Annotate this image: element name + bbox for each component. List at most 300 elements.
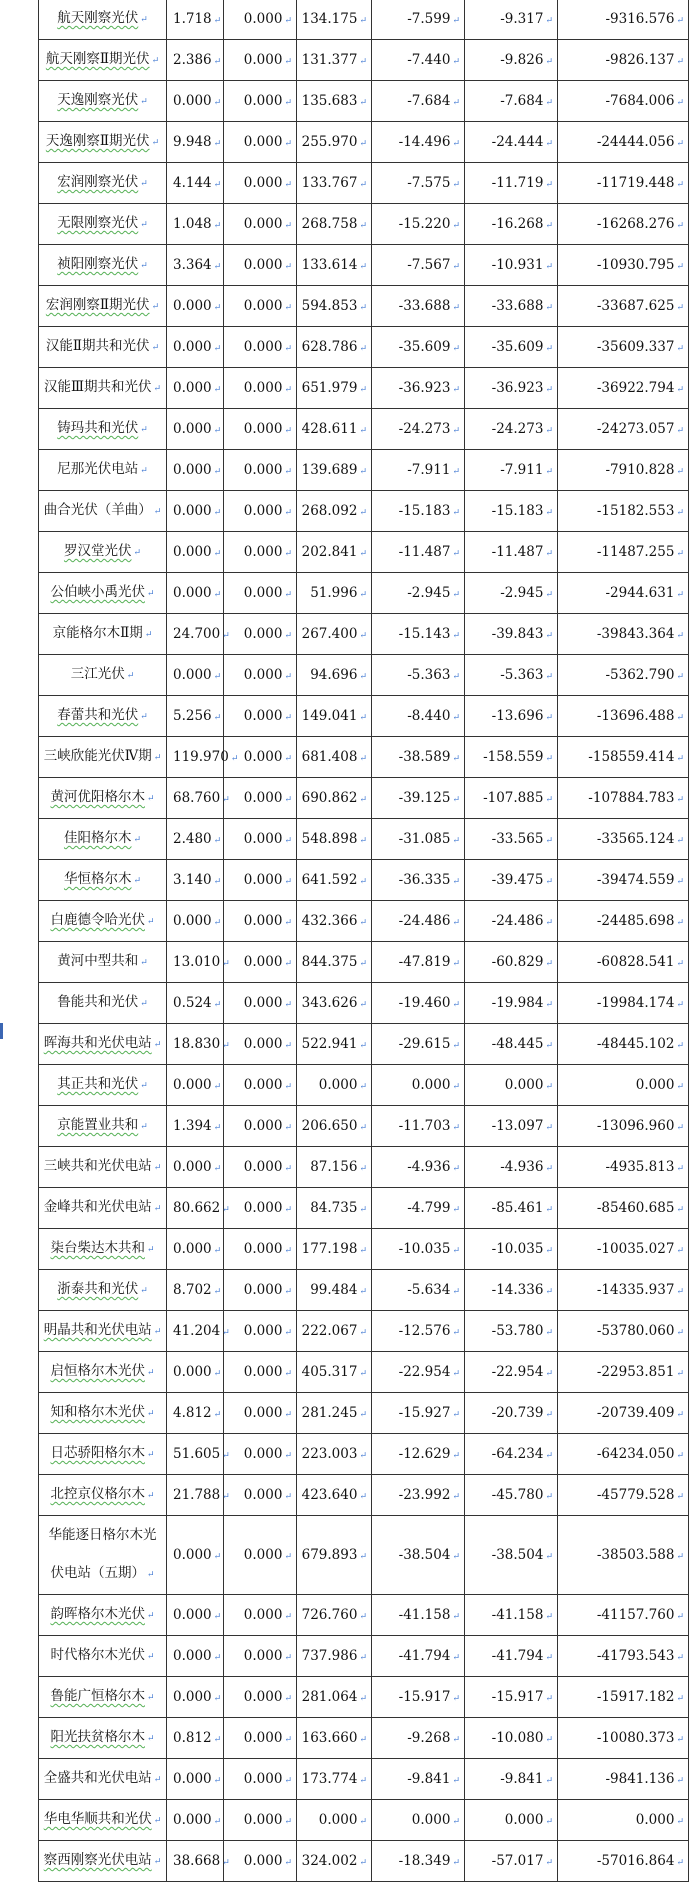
cell-value: -9.841 xyxy=(407,1771,451,1787)
paragraph-mark-icon: ↵ xyxy=(452,1410,460,1420)
paragraph-mark-icon: ↵ xyxy=(284,16,292,26)
cell-value: 24.700 xyxy=(173,626,221,642)
paragraph-mark-icon: ↵ xyxy=(284,262,292,272)
value-cell xyxy=(297,0,372,40)
cell-value: 0.000 xyxy=(173,544,212,560)
station-name-cell xyxy=(39,1393,167,1434)
station-name-cell xyxy=(39,573,167,614)
station-name: 天逸刚察Ⅱ期光伏 xyxy=(45,133,150,149)
paragraph-mark-icon: ↵ xyxy=(452,1041,460,1051)
value-cell xyxy=(558,163,689,204)
cell-value: 139.689 xyxy=(301,462,358,478)
paragraph-mark-icon: ↵ xyxy=(213,1735,222,1745)
cell-value: 223.003 xyxy=(301,1446,358,1462)
cell-value: 0.000 xyxy=(243,421,283,437)
paragraph-mark-icon: ↵ xyxy=(545,139,553,149)
paragraph-mark-icon: ↵ xyxy=(213,1694,222,1704)
station-name: 晖海共和光伏电站 xyxy=(43,1035,152,1051)
cell-value: -7.911 xyxy=(500,462,544,478)
cell-value: 0.812 xyxy=(173,1730,212,1746)
cell-value: -11.719 xyxy=(491,175,544,191)
cell-value: 432.366 xyxy=(301,913,358,929)
value-cell xyxy=(297,1841,372,1882)
station-name-cell xyxy=(39,1188,167,1229)
table-row xyxy=(39,737,689,778)
table-row xyxy=(39,491,689,532)
station-name-cell xyxy=(39,1759,167,1800)
value-cell xyxy=(167,1475,230,1516)
paragraph-mark-icon: ↵ xyxy=(153,384,162,394)
paragraph-mark-icon: ↵ xyxy=(545,1287,553,1297)
paragraph-mark-icon: ↵ xyxy=(284,57,292,67)
cell-value: 0.000 xyxy=(173,1812,212,1828)
paragraph-mark-icon: ↵ xyxy=(452,303,460,313)
paragraph-mark-icon: ↵ xyxy=(545,1328,553,1338)
value-cell xyxy=(224,40,297,81)
value-cell xyxy=(558,696,689,737)
paragraph-mark-icon: ↵ xyxy=(452,1612,460,1622)
cell-value: -39.475 xyxy=(491,872,544,888)
station-data-table xyxy=(38,0,689,1882)
paragraph-mark-icon: ↵ xyxy=(230,754,239,764)
cell-value: 0.000 xyxy=(411,1077,451,1093)
cell-value: 0.000 xyxy=(318,1077,358,1093)
cell-value: 0.000 xyxy=(173,1689,212,1705)
table-row xyxy=(39,1106,689,1147)
cell-value: 4.812 xyxy=(173,1405,212,1421)
value-cell xyxy=(558,0,689,40)
paragraph-mark-icon: ↵ xyxy=(676,590,684,600)
value-cell xyxy=(297,286,372,327)
paragraph-mark-icon: ↵ xyxy=(284,385,292,395)
cell-value: 68.760 xyxy=(173,790,221,806)
value-cell xyxy=(297,1065,372,1106)
value-cell xyxy=(465,204,558,245)
table-row xyxy=(39,450,689,491)
cell-value: -38503.588 xyxy=(596,1547,675,1563)
table-row xyxy=(39,1800,689,1841)
table-row xyxy=(39,983,689,1024)
station-name: 汉能Ⅲ期共和光伏 xyxy=(43,379,152,395)
value-cell xyxy=(224,1516,297,1595)
value-cell xyxy=(372,1718,465,1759)
paragraph-mark-icon: ↵ xyxy=(146,1570,155,1580)
paragraph-mark-icon: ↵ xyxy=(213,1653,222,1663)
value-cell xyxy=(224,655,297,696)
table-row xyxy=(39,1516,689,1595)
cell-value: -15.927 xyxy=(398,1405,451,1421)
value-cell xyxy=(558,1516,689,1595)
station-name: 鲁能广恒格尔木 xyxy=(50,1688,145,1704)
paragraph-mark-icon: ↵ xyxy=(676,1817,684,1827)
value-cell xyxy=(558,1393,689,1434)
paragraph-mark-icon: ↵ xyxy=(545,57,553,67)
station-name: 三峡共和光伏电站 xyxy=(43,1158,152,1174)
value-cell xyxy=(465,1270,558,1311)
cell-value: 41.204 xyxy=(173,1323,221,1339)
cell-value: 135.683 xyxy=(301,93,358,109)
cell-value: 681.408 xyxy=(301,749,358,765)
cell-value: 3.364 xyxy=(173,257,212,273)
cell-value: 0.000 xyxy=(243,749,283,765)
paragraph-mark-icon: ↵ xyxy=(452,1287,460,1297)
cell-value: -107884.783 xyxy=(588,790,675,806)
cell-value: 0.000 xyxy=(243,11,283,27)
value-cell xyxy=(297,860,372,901)
value-cell xyxy=(297,491,372,532)
cell-value: -7.567 xyxy=(407,257,451,273)
table-row xyxy=(39,860,689,901)
value-cell xyxy=(558,1352,689,1393)
cell-value: 0.000 xyxy=(243,708,283,724)
value-cell xyxy=(372,1759,465,1800)
cell-value: 131.377 xyxy=(301,52,358,68)
value-cell xyxy=(372,327,465,368)
paragraph-mark-icon: ↵ xyxy=(284,221,292,231)
table-row xyxy=(39,1188,689,1229)
paragraph-mark-icon: ↵ xyxy=(213,1369,222,1379)
table-row xyxy=(39,409,689,450)
cell-value: 0.000 xyxy=(243,1446,283,1462)
cell-value: -14.496 xyxy=(398,134,451,150)
value-cell xyxy=(558,1841,689,1882)
value-cell xyxy=(465,778,558,819)
value-cell xyxy=(558,1024,689,1065)
cell-value: -33565.124 xyxy=(596,831,675,847)
cell-value: -31.085 xyxy=(398,831,451,847)
paragraph-mark-icon: ↵ xyxy=(153,1204,162,1214)
value-cell xyxy=(465,696,558,737)
value-cell xyxy=(297,245,372,286)
cell-value: 594.853 xyxy=(301,298,358,314)
cell-value: 163.660 xyxy=(301,1730,358,1746)
paragraph-mark-icon: ↵ xyxy=(452,98,460,108)
value-cell xyxy=(372,1065,465,1106)
paragraph-mark-icon: ↵ xyxy=(213,508,222,518)
cell-value: 726.760 xyxy=(301,1607,358,1623)
value-cell xyxy=(297,1106,372,1147)
cell-value: 343.626 xyxy=(301,995,358,1011)
cell-value: -13.696 xyxy=(491,708,544,724)
paragraph-mark-icon: ↵ xyxy=(222,1492,230,1502)
paragraph-mark-icon: ↵ xyxy=(133,548,142,558)
value-cell xyxy=(167,163,224,204)
paragraph-mark-icon: ↵ xyxy=(676,1653,684,1663)
paragraph-mark-icon: ↵ xyxy=(213,180,222,190)
paragraph-mark-icon: ↵ xyxy=(545,385,553,395)
cell-value: -5.363 xyxy=(407,667,451,683)
cell-value: 0.000 xyxy=(243,1487,283,1503)
value-cell xyxy=(465,1065,558,1106)
value-cell xyxy=(167,1718,224,1759)
cell-value: -85.461 xyxy=(491,1200,544,1216)
value-cell xyxy=(224,1841,297,1882)
value-cell xyxy=(558,1147,689,1188)
cell-value: 0.000 xyxy=(243,257,283,273)
station-name-cell xyxy=(39,368,167,409)
cell-value: -7.575 xyxy=(407,175,451,191)
paragraph-mark-icon: ↵ xyxy=(676,672,684,682)
paragraph-mark-icon: ↵ xyxy=(545,426,553,436)
paragraph-mark-icon: ↵ xyxy=(284,1694,292,1704)
cell-value: -24.273 xyxy=(491,421,544,437)
cell-value: -38.589 xyxy=(398,749,451,765)
paragraph-mark-icon: ↵ xyxy=(284,344,292,354)
value-cell xyxy=(167,1677,224,1718)
paragraph-mark-icon: ↵ xyxy=(452,590,460,600)
cell-value: 0.000 xyxy=(243,1405,283,1421)
cell-value: -2944.631 xyxy=(605,585,675,601)
cell-value: 0.000 xyxy=(243,1241,283,1257)
cell-value: 0.000 xyxy=(243,831,283,847)
paragraph-mark-icon: ↵ xyxy=(676,1858,684,1868)
table-row xyxy=(39,1229,689,1270)
paragraph-mark-icon: ↵ xyxy=(359,303,367,313)
cell-value: -12.576 xyxy=(398,1323,451,1339)
paragraph-mark-icon: ↵ xyxy=(676,1041,684,1051)
paragraph-mark-icon: ↵ xyxy=(452,57,460,67)
paragraph-mark-icon: ↵ xyxy=(146,794,155,804)
paragraph-mark-icon: ↵ xyxy=(676,631,684,641)
value-cell xyxy=(372,983,465,1024)
paragraph-mark-icon: ↵ xyxy=(452,344,460,354)
paragraph-mark-icon: ↵ xyxy=(452,467,460,477)
cell-value: -57016.864 xyxy=(596,1853,675,1869)
value-cell xyxy=(224,1595,297,1636)
cell-value: -10080.373 xyxy=(596,1730,675,1746)
station-name-cell xyxy=(39,1311,167,1352)
paragraph-mark-icon: ↵ xyxy=(359,631,367,641)
value-cell xyxy=(297,327,372,368)
paragraph-mark-icon: ↵ xyxy=(452,1328,460,1338)
paragraph-mark-icon: ↵ xyxy=(284,1287,292,1297)
paragraph-mark-icon: ↵ xyxy=(213,1410,222,1420)
value-cell xyxy=(167,491,224,532)
value-cell xyxy=(465,491,558,532)
paragraph-mark-icon: ↵ xyxy=(452,221,460,231)
cell-value: 0.000 xyxy=(243,216,283,232)
paragraph-mark-icon: ↵ xyxy=(213,1164,222,1174)
paragraph-mark-icon: ↵ xyxy=(284,1082,292,1092)
paragraph-mark-icon: ↵ xyxy=(452,1858,460,1868)
cell-value: -19.984 xyxy=(491,995,544,1011)
paragraph-mark-icon: ↵ xyxy=(359,1858,367,1868)
station-name-cell xyxy=(39,1595,167,1636)
value-cell xyxy=(224,983,297,1024)
cell-value: 0.000 xyxy=(243,298,283,314)
paragraph-mark-icon: ↵ xyxy=(284,98,292,108)
value-cell xyxy=(465,1311,558,1352)
value-cell xyxy=(372,696,465,737)
paragraph-mark-icon: ↵ xyxy=(213,467,222,477)
table-row xyxy=(39,122,689,163)
paragraph-mark-icon: ↵ xyxy=(222,1041,230,1051)
value-cell xyxy=(167,1636,224,1677)
paragraph-mark-icon: ↵ xyxy=(213,1082,222,1092)
cell-value: 5.256 xyxy=(173,708,212,724)
paragraph-mark-icon: ↵ xyxy=(545,1000,553,1010)
cell-value: 2.386 xyxy=(173,52,212,68)
cell-value: 0.000 xyxy=(173,1159,212,1175)
cell-value: -33.688 xyxy=(491,298,544,314)
paragraph-mark-icon: ↵ xyxy=(213,1000,222,1010)
paragraph-mark-icon: ↵ xyxy=(452,262,460,272)
cell-value: -8.440 xyxy=(407,708,451,724)
value-cell xyxy=(372,614,465,655)
paragraph-mark-icon: ↵ xyxy=(284,1328,292,1338)
cell-value: 428.611 xyxy=(301,421,358,437)
value-cell xyxy=(558,860,689,901)
value-cell xyxy=(297,163,372,204)
cell-value: 281.245 xyxy=(301,1405,358,1421)
cell-value: 0.524 xyxy=(173,995,212,1011)
paragraph-mark-icon: ↵ xyxy=(284,139,292,149)
paragraph-mark-icon: ↵ xyxy=(545,1123,553,1133)
cell-value: 9.948 xyxy=(173,134,212,150)
table-row xyxy=(39,1065,689,1106)
paragraph-mark-icon: ↵ xyxy=(284,1492,292,1502)
value-cell xyxy=(558,286,689,327)
cell-value: 0.000 xyxy=(243,1077,283,1093)
value-cell xyxy=(372,245,465,286)
cell-value: -10930.795 xyxy=(596,257,675,273)
cell-value: 87.156 xyxy=(310,1159,358,1175)
paragraph-mark-icon: ↵ xyxy=(284,1451,292,1461)
cell-value: 690.862 xyxy=(301,790,358,806)
value-cell xyxy=(224,450,297,491)
value-cell xyxy=(297,1636,372,1677)
value-cell xyxy=(224,778,297,819)
paragraph-mark-icon: ↵ xyxy=(676,1000,684,1010)
paragraph-mark-icon: ↵ xyxy=(284,1776,292,1786)
cell-value: 548.898 xyxy=(301,831,358,847)
paragraph-mark-icon: ↵ xyxy=(213,1123,222,1133)
paragraph-mark-icon: ↵ xyxy=(140,999,148,1009)
paragraph-mark-icon: ↵ xyxy=(676,959,684,969)
cell-value: 0.000 xyxy=(243,954,283,970)
table-row xyxy=(39,778,689,819)
value-cell xyxy=(558,81,689,122)
paragraph-mark-icon: ↵ xyxy=(676,16,684,26)
paragraph-mark-icon: ↵ xyxy=(359,590,367,600)
station-name: 时代格尔木光伏 xyxy=(50,1647,145,1663)
value-cell xyxy=(224,696,297,737)
cell-value: 324.002 xyxy=(301,1853,358,1869)
paragraph-mark-icon: ↵ xyxy=(284,918,292,928)
paragraph-mark-icon: ↵ xyxy=(359,180,367,190)
paragraph-mark-icon: ↵ xyxy=(284,959,292,969)
value-cell xyxy=(558,655,689,696)
paragraph-mark-icon: ↵ xyxy=(284,877,292,887)
station-name: 浙泰共和光伏 xyxy=(57,1281,139,1297)
station-name-cell xyxy=(39,1516,167,1595)
paragraph-mark-icon: ↵ xyxy=(676,795,684,805)
paragraph-mark-icon: ↵ xyxy=(284,836,292,846)
value-cell xyxy=(224,1270,297,1311)
station-name-cell xyxy=(39,1475,167,1516)
value-cell xyxy=(167,778,230,819)
cell-value: -9316.576 xyxy=(605,11,675,27)
value-cell xyxy=(465,1229,558,1270)
station-name: 公伯峡小禹光伏 xyxy=(50,584,145,600)
cell-value: -18.349 xyxy=(398,1853,451,1869)
paragraph-mark-icon: ↵ xyxy=(676,508,684,518)
value-cell xyxy=(465,245,558,286)
value-cell xyxy=(558,1595,689,1636)
paragraph-mark-icon: ↵ xyxy=(359,344,367,354)
cell-value: 0.000 xyxy=(243,380,283,396)
station-name: 铸玛共和光伏 xyxy=(57,420,139,436)
value-cell xyxy=(224,1188,297,1229)
value-cell xyxy=(167,1106,224,1147)
paragraph-mark-icon: ↵ xyxy=(146,589,155,599)
value-cell xyxy=(465,1434,558,1475)
paragraph-mark-icon: ↵ xyxy=(284,590,292,600)
paragraph-mark-icon: ↵ xyxy=(676,1735,684,1745)
cell-value: -158559.414 xyxy=(588,749,675,765)
cell-value: 0.000 xyxy=(173,585,212,601)
value-cell xyxy=(167,1188,230,1229)
value-cell xyxy=(224,1229,297,1270)
paragraph-mark-icon: ↵ xyxy=(146,1611,155,1621)
paragraph-mark-icon: ↵ xyxy=(213,1612,222,1622)
paragraph-mark-icon: ↵ xyxy=(452,754,460,764)
paragraph-mark-icon: ↵ xyxy=(359,262,367,272)
value-cell xyxy=(167,737,239,778)
value-cell xyxy=(465,737,558,778)
cell-value: 0.000 xyxy=(318,1812,358,1828)
paragraph-mark-icon: ↵ xyxy=(676,1776,684,1786)
station-name-cell xyxy=(39,1434,167,1475)
paragraph-mark-icon: ↵ xyxy=(284,754,292,764)
value-cell xyxy=(558,450,689,491)
value-cell xyxy=(224,204,297,245)
station-name: 曲合光伏（羊曲） xyxy=(43,502,152,518)
value-cell xyxy=(465,368,558,409)
value-cell xyxy=(224,942,297,983)
paragraph-mark-icon: ↵ xyxy=(452,16,460,26)
cell-value: 405.317 xyxy=(301,1364,358,1380)
value-cell xyxy=(465,0,558,40)
value-cell xyxy=(224,819,297,860)
station-name-cell xyxy=(39,1800,167,1841)
paragraph-mark-icon: ↵ xyxy=(213,1246,222,1256)
value-cell xyxy=(372,901,465,942)
table-row xyxy=(39,286,689,327)
value-cell xyxy=(465,1516,558,1595)
value-cell xyxy=(167,122,224,163)
paragraph-mark-icon: ↵ xyxy=(284,1653,292,1663)
value-cell xyxy=(372,1475,465,1516)
paragraph-mark-icon: ↵ xyxy=(452,1246,460,1256)
value-cell xyxy=(167,409,224,450)
station-name: 华电华顺共和光伏 xyxy=(43,1811,152,1827)
station-name: 春蕾共和光伏 xyxy=(57,707,139,723)
value-cell xyxy=(372,1352,465,1393)
paragraph-mark-icon: ↵ xyxy=(222,1328,230,1338)
table-row xyxy=(39,655,689,696)
value-cell xyxy=(558,737,689,778)
cell-value: -24.273 xyxy=(398,421,451,437)
paragraph-mark-icon: ↵ xyxy=(359,1817,367,1827)
table-row xyxy=(39,1841,689,1882)
paragraph-mark-icon: ↵ xyxy=(359,1287,367,1297)
value-cell xyxy=(372,204,465,245)
cell-value: 94.696 xyxy=(310,667,358,683)
cell-value: 0.000 xyxy=(243,1282,283,1298)
value-cell xyxy=(167,40,224,81)
table-row xyxy=(39,1270,689,1311)
